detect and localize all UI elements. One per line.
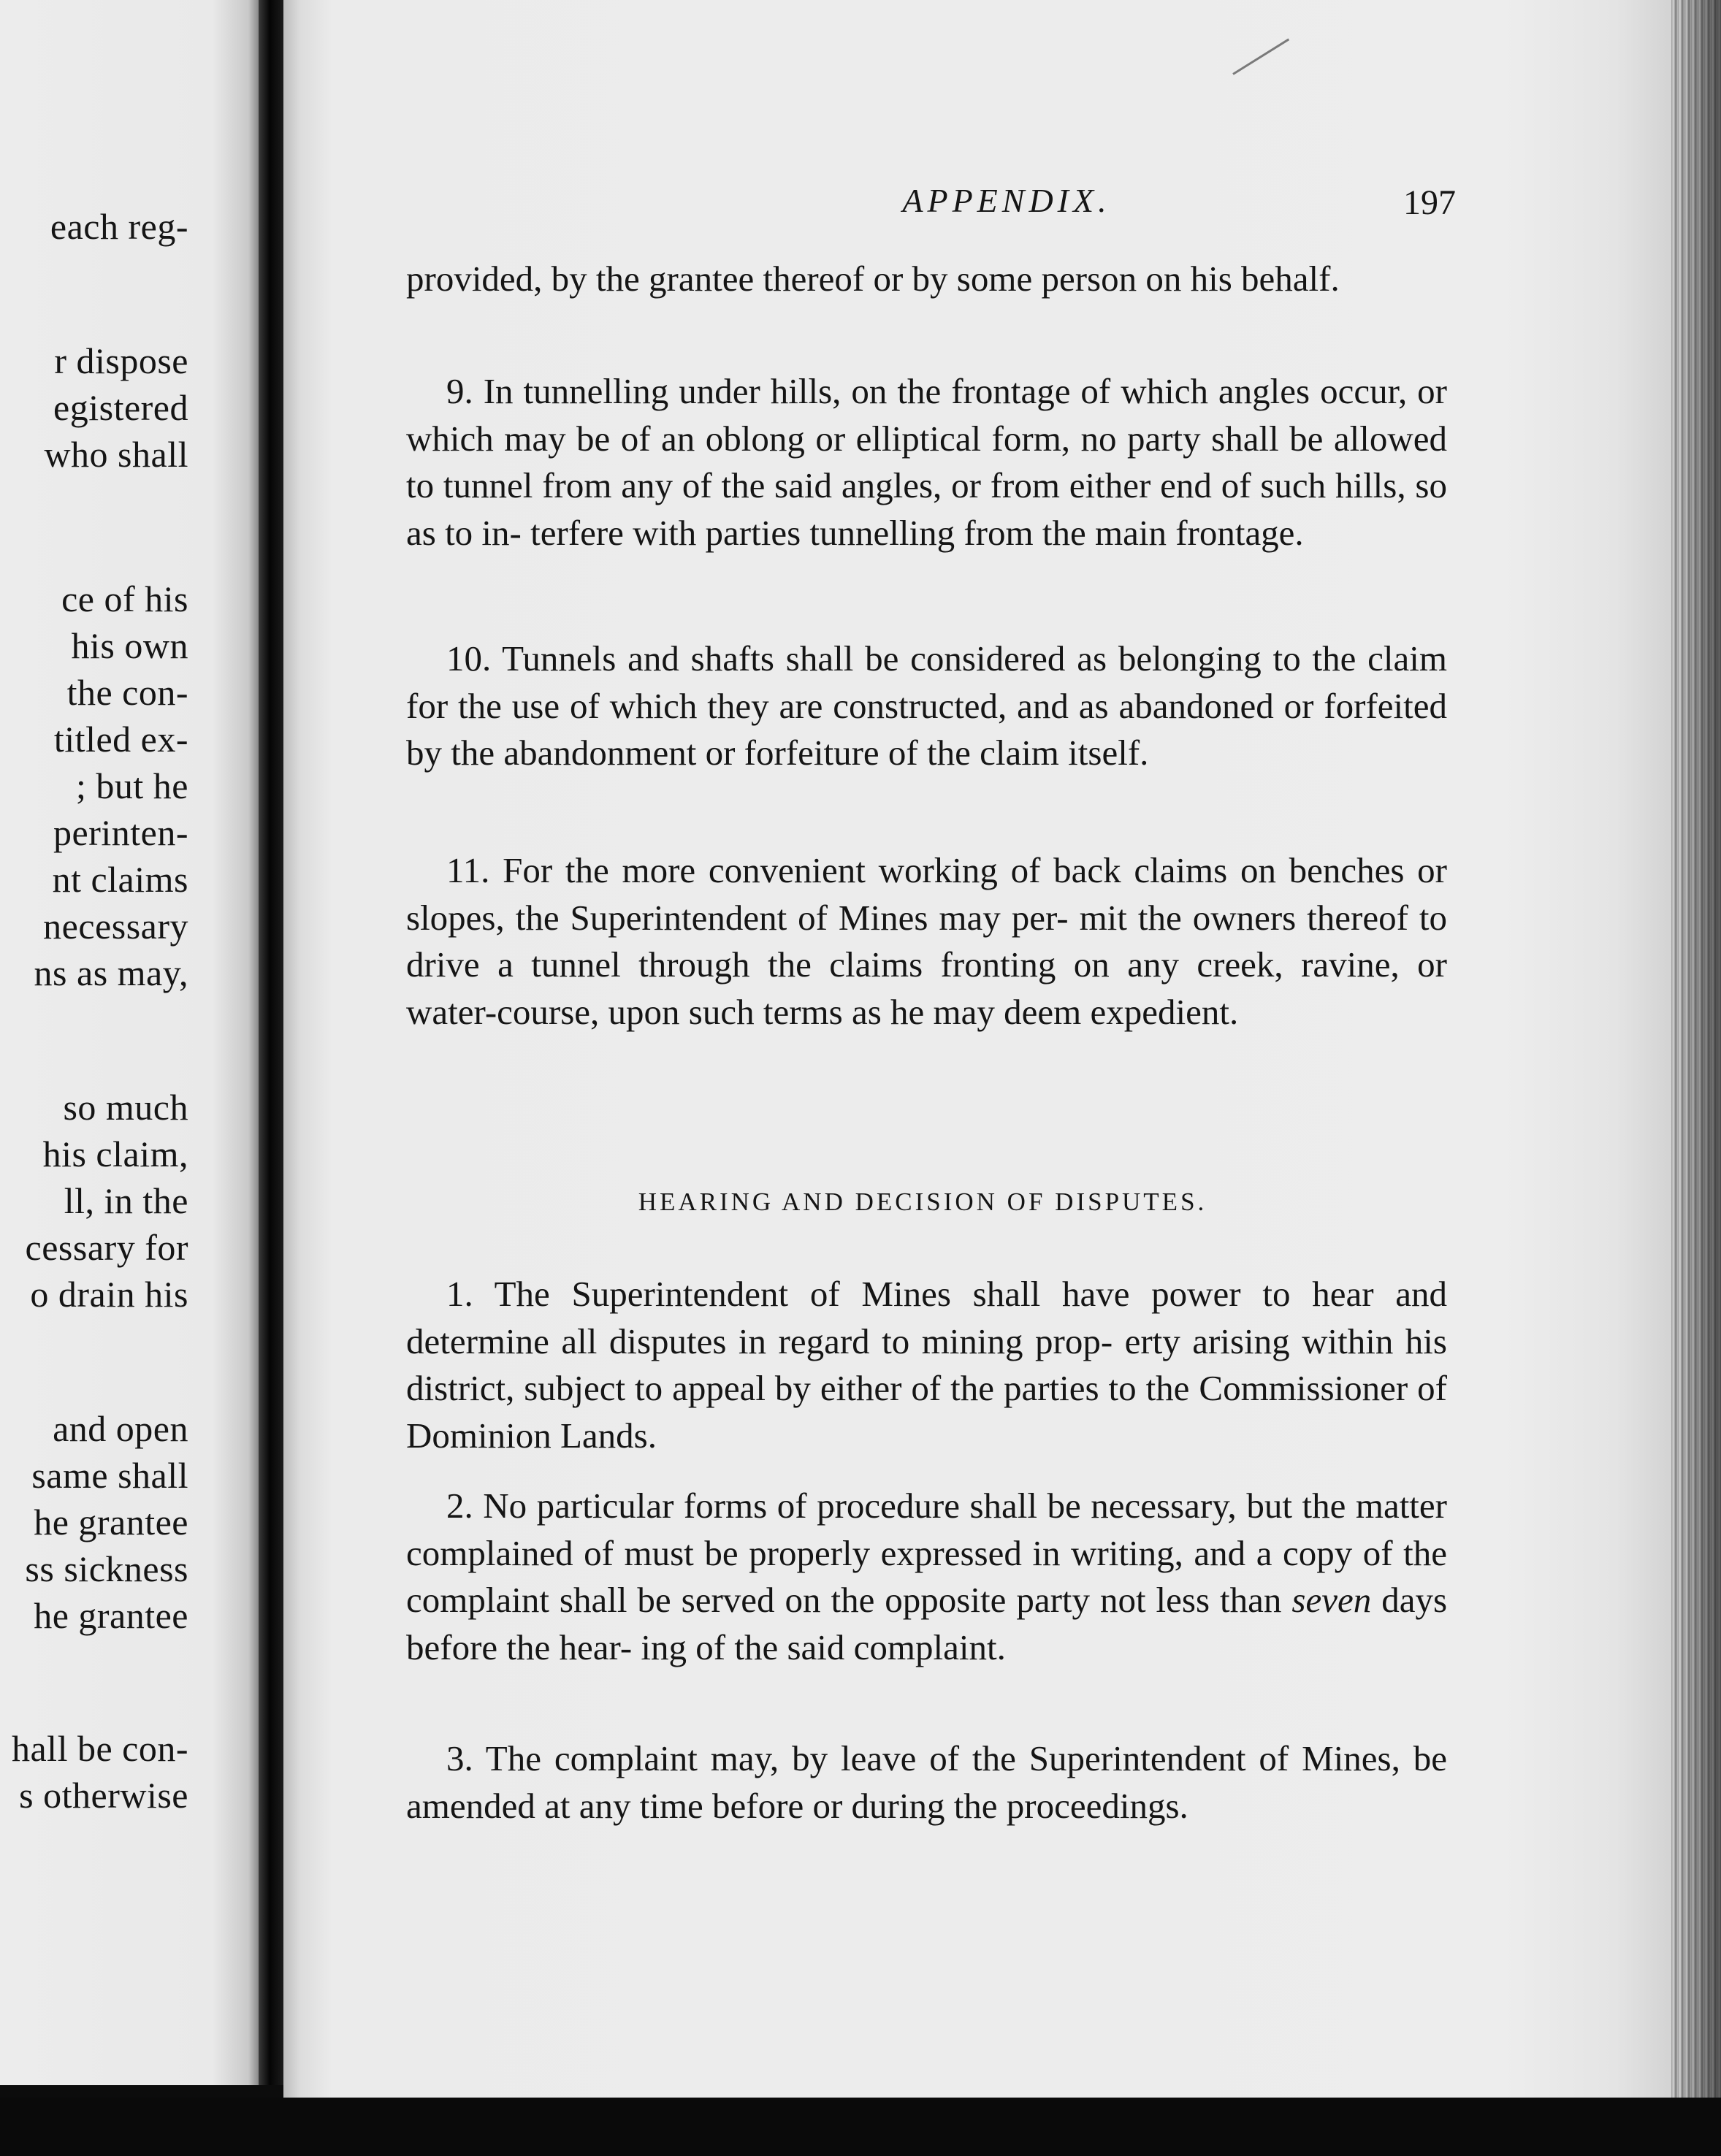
paragraph-11: 11. For the more convenient working of back claims on benches or slopes, the Superintendent of Mines may per- mit the owners thereof to drive a tunnel through the claims fronting on any creek, ravine, or water-course, upon such terms as he may deem expedient.: [406, 850, 1447, 1032]
left-page-line: each reg-: [50, 206, 188, 247]
left-page-line: his own: [71, 625, 188, 666]
section-heading-text: HEARING AND DECISION OF DISPUTES.: [638, 1188, 1207, 1216]
left-page-line: and open: [53, 1408, 188, 1449]
paragraph-9: 9. In tunnelling under hills, on the frontage of which angles occur, or which may be of an oblong or elliptical form, no party shall be allowed to tunnel from any of the said angles, or from either end of such hills, so as to in- terfere with parties tunnelling from the main frontage.: [406, 371, 1447, 553]
left-page-line: his claim,: [42, 1134, 188, 1174]
page-number: 197: [1403, 183, 1456, 222]
left-page-line: the con-: [66, 672, 188, 713]
page-edges-shadow: [1680, 0, 1721, 2156]
left-facing-page: [0, 0, 259, 2085]
left-page-line: titled ex-: [53, 719, 188, 760]
paragraph-continuation: provided, by the grantee thereof or by some person on his behalf.: [406, 259, 1340, 299]
left-page-line: so much: [63, 1087, 188, 1128]
left-page-line: ce of his: [61, 578, 188, 619]
left-page-line: cessary for: [25, 1227, 188, 1268]
left-page-line: ns as may,: [34, 952, 188, 993]
left-page-line: hall be con-: [11, 1728, 188, 1769]
right-page: [283, 0, 1671, 2098]
left-page-line: he grantee: [34, 1502, 188, 1543]
left-page-line: o drain his: [30, 1274, 188, 1315]
left-page-line: ll, in the: [64, 1180, 188, 1221]
dispute-rule-3: 3. The complaint may, by leave of the Superintendent of Mines, be amended at any time before or during the proceedings.: [406, 1738, 1447, 1826]
left-page-line: necessary: [43, 906, 188, 947]
left-page-line: ss sickness: [25, 1548, 188, 1589]
pencil-mark: [1232, 39, 1289, 75]
left-page-line: who shall: [44, 434, 188, 475]
section-heading: [283, 1188, 1671, 1217]
left-page-line: same shall: [31, 1455, 188, 1496]
dispute-rule-1: 1. The Superintendent of Mines shall have power to hear and determine all disputes in regard to mining prop- erty arising within his district, subject to appeal by either of the parties to the Commissioner of Dominion Lands.: [406, 1274, 1447, 1456]
running-header-title: APPENDIX.: [902, 182, 1111, 219]
left-page-line: s otherwise: [19, 1775, 188, 1816]
dispute-rule-2-after: days before the hear- ing of the said complaint.: [406, 1580, 1448, 1667]
dispute-rule-2: [406, 1483, 1447, 1671]
paragraph-10: 10. Tunnels and shafts shall be considered as belonging to the claim for the use of which they are constructed, and as abandoned or forfeited by the abandonment or forfeiture of the claim itself.: [406, 638, 1447, 773]
book-gutter: [259, 0, 283, 2085]
left-page-line: egistered: [53, 387, 188, 428]
left-page-line: ; but he: [76, 765, 188, 806]
dispute-rule-2-before: 2. No particular forms of procedure shall be necessary, but the matter complained of must be properly expressed in writing, and a copy of the complaint shall be served on the opposite party not less than: [406, 1486, 1447, 1620]
left-page-line: nt claims: [52, 859, 188, 900]
left-page-line: he grantee: [34, 1595, 188, 1636]
left-page-line: r dispose: [54, 340, 188, 381]
left-page-line: perinten-: [53, 812, 188, 853]
scan-bottom-border: [0, 2098, 1721, 2156]
dispute-rule-2-emphasis: seven: [1291, 1580, 1372, 1620]
